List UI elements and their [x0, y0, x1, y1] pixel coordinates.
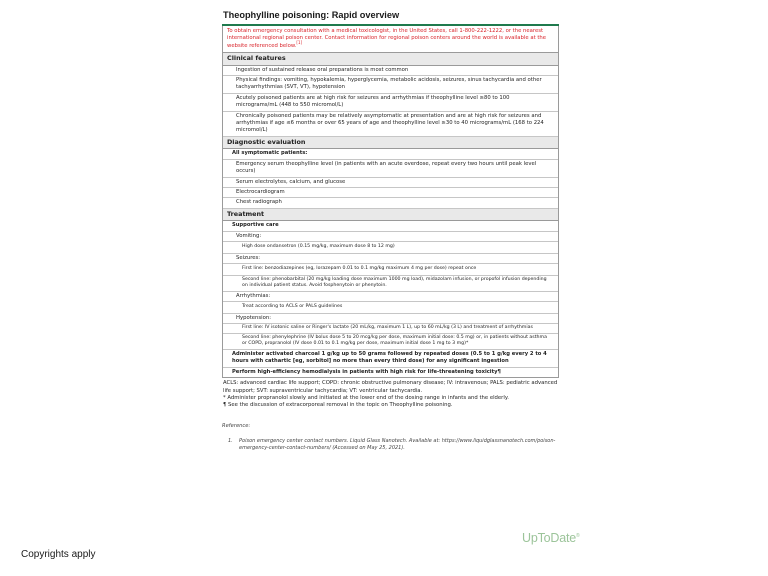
reference-number: 1.	[228, 437, 233, 444]
table-row: Serum electrolytes, calcium, and glucose	[223, 178, 558, 188]
section-diagnostic-evaluation: Diagnostic evaluation	[223, 137, 558, 149]
table-row: First line: benzodiazepines (eg, lorazepam 0.01 to 0.1 mg/kg maximum 4 mg per dose) repeat once	[223, 264, 558, 276]
arrhythmias-label: Arrhythmias:	[223, 292, 558, 302]
document	[222, 10, 559, 452]
registered-mark: ®	[576, 532, 580, 539]
seizures-label: Seizures:	[223, 254, 558, 264]
footnotes	[222, 380, 559, 410]
footnote-propranolol: * Administer propranolol slowly and initiated at the lower end of the dosing range in infants and the elderly.	[223, 394, 509, 401]
uptodate-logo	[522, 531, 579, 545]
footnote-extracorporeal: ¶ See the discussion of extracorporeal removal in the topic on Theophylline poisoning.	[223, 402, 453, 409]
table-row: Second line: phenobarbital (20 mg/kg loading dose maximum 1000 mg load), midazolam infusion, or propofol infusion depending on individual patient status. Avoid fosphenytoin or phenytoin.	[223, 276, 558, 292]
table-row: Physical findings: vomiting, hypokalemia, hyperglycemia, metabolic acidosis, seizures, sinus tachycardia and other tachyarrhythmias (SVT, VT), hypotension	[223, 76, 558, 94]
hemodialysis-row: Perform high-efficiency hemodialysis in patients with high risk for life-threatening toxicity¶	[232, 368, 501, 375]
table-row: Emergency serum theophylline level (in patients with an acute overdose, repeat every two hours until peak level occurs)	[223, 160, 558, 178]
table-row: Acutely poisoned patients are at high risk for seizures and arrhythmias if theophylline level ≥80 to 100 micrograms/mL (448 to 550 micromol/L)	[223, 94, 558, 112]
subheading-symptomatic-patients: All symptomatic patients:	[223, 149, 558, 159]
table-row: Treat according to ACLS or PALS guidelines	[223, 302, 558, 314]
reference-text[interactable]: Poison emergency center contact numbers. Liquid Glass Nanotech. Available at: https://www.liquidglassnanotech.com/poison-emergency-center-contact-numbers/ (Accessed on May 25, 2021).	[239, 437, 556, 451]
overview-table	[222, 26, 559, 378]
emergency-notice	[223, 26, 558, 53]
table-row: Chronically poisoned patients may be relatively asymptomatic at presentation and are at high risk for seizures and arrhythmias if age ≤6 months or over 65 years of age and theophylline level ≥30 to 40 micrograms/mL (168 to 224 micromol/L)	[223, 112, 558, 137]
table-row: Second line: phenylephrine (IV bolus dose 5 to 20 mcg/kg per dose, maximum initial dose: 0.5 mg) or, in patients without asthma or COPD, propranolol (IV dose 0.01 to 0.1 mg/kg per dose, maximum initial dose 1 mg to 3 mg)*	[223, 334, 558, 350]
table-row: High dose ondansetron (0.15 mg/kg, maximum dose 8 to 12 mg)	[223, 242, 558, 254]
reference-heading: Reference:	[222, 422, 251, 429]
page-title: Theophylline poisoning: Rapid overview	[223, 10, 400, 20]
subheading-supportive-care: Supportive care	[223, 221, 558, 231]
table-row: First line: IV isotonic saline or Ringer's lactate (20 mL/kg, maximum 1 L), up to 60 mL/kg (3 L) and treatment of arrhythmias	[223, 324, 558, 334]
section-clinical-features: Clinical features	[223, 53, 558, 65]
emergency-notice-text: To obtain emergency consultation with a medical toxicologist, in the United States, call 1-800-222-1222, or the nearest international regional poison center. Contact information for regional poison centers around the world is available at the website referenced below.	[227, 28, 547, 49]
table-row: Ingestion of sustained release oral preparations is most common	[223, 66, 558, 76]
section-treatment: Treatment	[223, 209, 558, 221]
table-row: Electrocardiogram	[223, 188, 558, 198]
hypotension-label: Hypotension:	[223, 314, 558, 324]
copyright-notice: Copyrights apply	[21, 549, 96, 560]
charcoal-row: Administer activated charcoal 1 g/kg up to 50 grams followed by repeated doses (0.5 to 1 g/kg every 2 to 4 hours with cathartic [eg, sorbitol] no more than every third dose) for any significant ingestion	[223, 350, 558, 368]
table-row: Chest radiograph	[223, 198, 558, 208]
uptodate-logo-text: UpToDate	[522, 531, 576, 545]
reference-link[interactable]: [1]	[296, 40, 303, 46]
footnote-abbreviations: ACLS: advanced cardiac life support; COPD: chronic obstructive pulmonary disease; IV: intravenous; PALS: pediatric advanced life support; SVT: supraventricular tachycardia; VT: ventricular tachycardia.	[223, 380, 558, 394]
vomiting-label: Vomiting:	[223, 232, 558, 242]
reference-item	[222, 438, 559, 452]
